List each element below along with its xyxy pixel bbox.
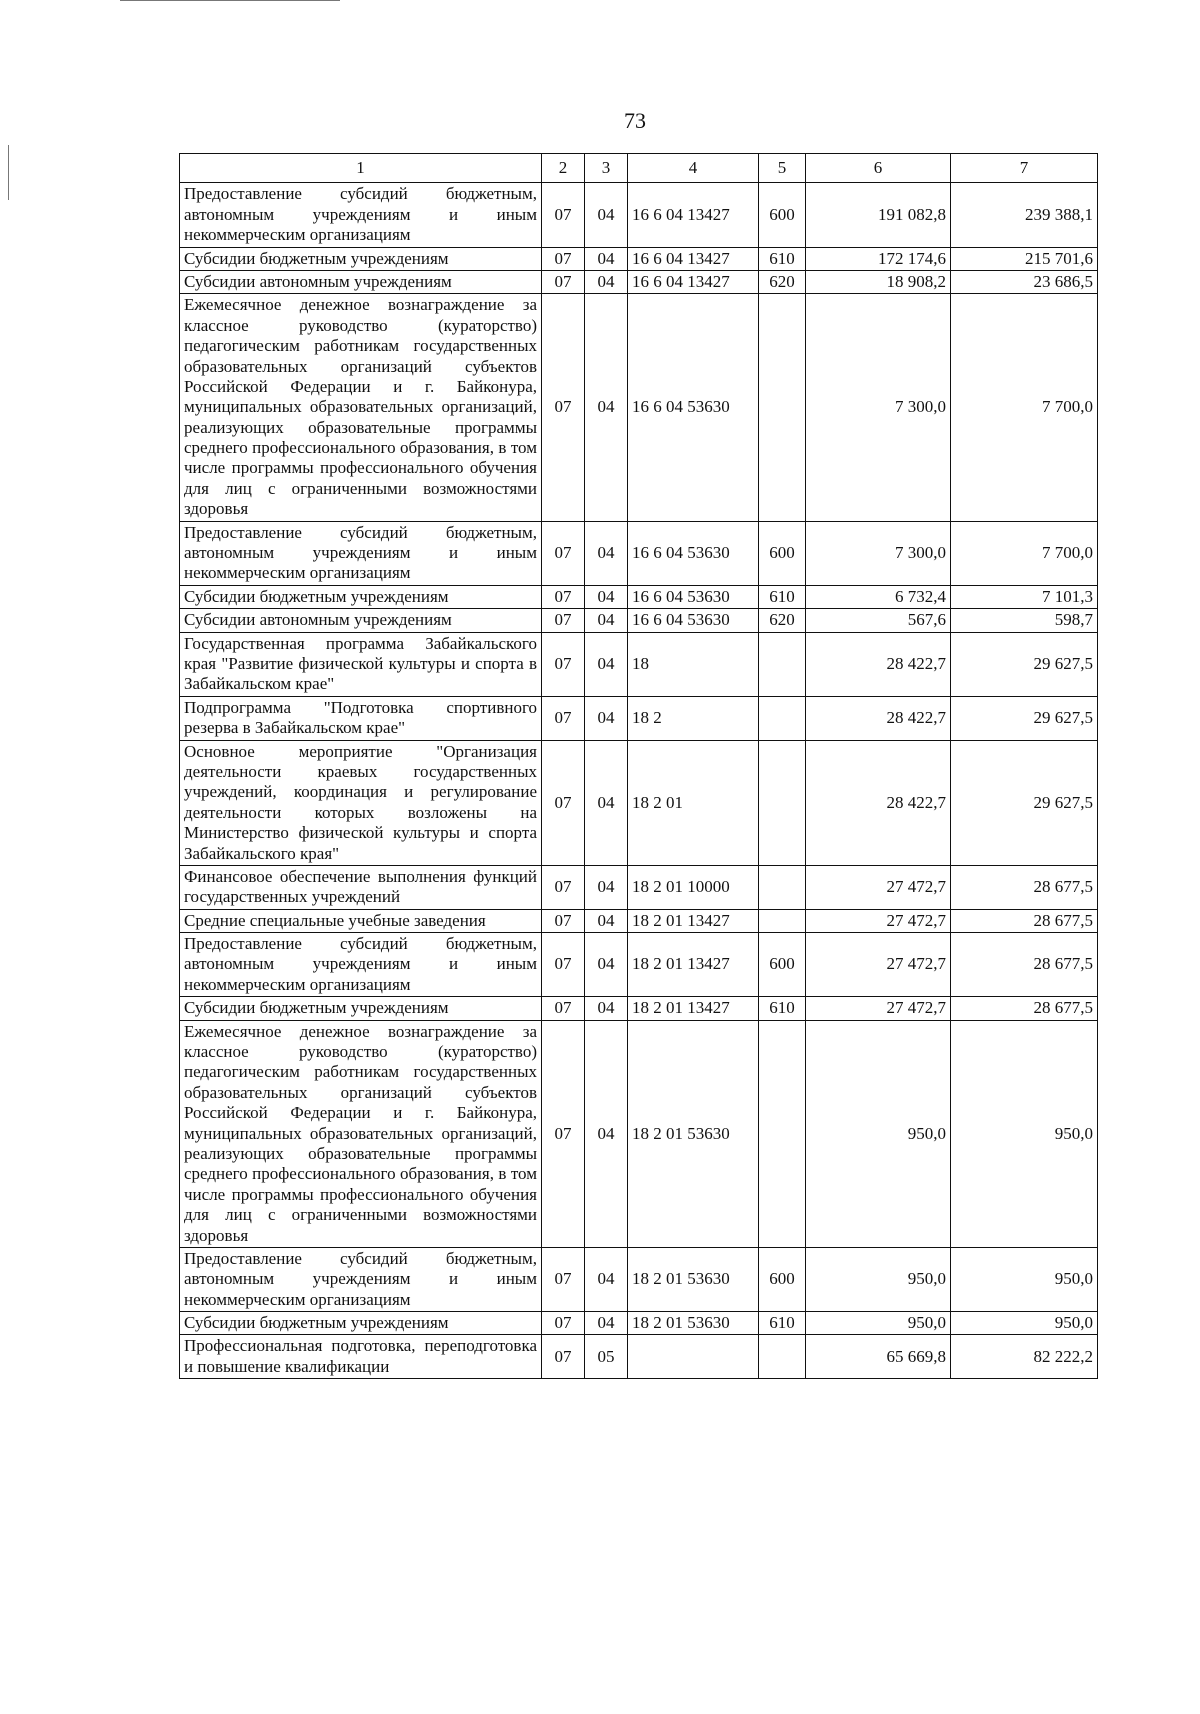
cell-expense-type: 600 bbox=[759, 1247, 806, 1311]
cell-expense-type bbox=[759, 865, 806, 909]
cell-expense-type bbox=[759, 1020, 806, 1247]
cell-name: Субсидии бюджетным учреждениям bbox=[180, 247, 542, 270]
cell-section: 07 bbox=[542, 585, 585, 608]
cell-subsection: 04 bbox=[585, 247, 628, 270]
cell-subsection: 04 bbox=[585, 521, 628, 585]
cell-amount-year1: 191 082,8 bbox=[806, 183, 951, 247]
cell-amount-year2: 28 677,5 bbox=[951, 909, 1098, 932]
table-row bbox=[180, 609, 1098, 632]
cell-amount-year1: 172 174,6 bbox=[806, 247, 951, 270]
cell-amount-year2: 28 677,5 bbox=[951, 933, 1098, 997]
cell-subsection: 04 bbox=[585, 1247, 628, 1311]
cell-subsection: 04 bbox=[585, 1020, 628, 1247]
cell-subsection: 04 bbox=[585, 585, 628, 608]
cell-section: 07 bbox=[542, 247, 585, 270]
cell-amount-year1: 27 472,7 bbox=[806, 933, 951, 997]
cell-name: Государственная программа Забайкальского края "Развитие физической культуры и спорта в Забайкальском крае" bbox=[180, 632, 542, 696]
table-row bbox=[180, 865, 1098, 909]
cell-amount-year2: 23 686,5 bbox=[951, 270, 1098, 293]
table-row bbox=[180, 247, 1098, 270]
cell-name: Подпрограмма "Подготовка спортивного резерва в Забайкальском крае" bbox=[180, 696, 542, 740]
cell-section: 07 bbox=[542, 997, 585, 1020]
cell-expense-type: 610 bbox=[759, 585, 806, 608]
cell-amount-year1: 18 908,2 bbox=[806, 270, 951, 293]
cell-name: Ежемесячное денежное вознаграждение за классное руководство (кураторство) педагогическим работникам государственных образовательных организаций субъектов Российской Федерации и г. Байконура, муниципальных образовательных организаций, реализующих образовательные программы среднего профессионального образования, в том числе программы профессионального обучения для лиц с ограниченными возможностями здоровья bbox=[180, 1020, 542, 1247]
cell-amount-year1: 28 422,7 bbox=[806, 740, 951, 865]
cell-amount-year1: 950,0 bbox=[806, 1020, 951, 1247]
cell-section: 07 bbox=[542, 1247, 585, 1311]
table-row bbox=[180, 696, 1098, 740]
cell-amount-year1: 65 669,8 bbox=[806, 1335, 951, 1379]
cell-amount-year1: 7 300,0 bbox=[806, 521, 951, 585]
cell-name: Субсидии бюджетным учреждениям bbox=[180, 997, 542, 1020]
cell-section: 07 bbox=[542, 521, 585, 585]
cell-name: Средние специальные учебные заведения bbox=[180, 909, 542, 932]
cell-amount-year2: 7 700,0 bbox=[951, 294, 1098, 521]
cell-target-code: 18 2 01 10000 bbox=[628, 865, 759, 909]
table-row bbox=[180, 909, 1098, 932]
cell-target-code: 16 6 04 13427 bbox=[628, 247, 759, 270]
cell-expense-type: 620 bbox=[759, 270, 806, 293]
table-row bbox=[180, 270, 1098, 293]
cell-section: 07 bbox=[542, 865, 585, 909]
cell-amount-year2: 29 627,5 bbox=[951, 696, 1098, 740]
cell-subsection: 05 bbox=[585, 1335, 628, 1379]
cell-expense-type bbox=[759, 1335, 806, 1379]
cell-subsection: 04 bbox=[585, 997, 628, 1020]
table-row bbox=[180, 632, 1098, 696]
table-row bbox=[180, 294, 1098, 521]
cell-section: 07 bbox=[542, 1312, 585, 1335]
cell-amount-year2: 7 700,0 bbox=[951, 521, 1098, 585]
cell-target-code: 18 2 01 53630 bbox=[628, 1020, 759, 1247]
cell-amount-year2: 29 627,5 bbox=[951, 632, 1098, 696]
header-col-3: 3 bbox=[585, 154, 628, 183]
table-row bbox=[180, 521, 1098, 585]
cell-expense-type: 610 bbox=[759, 247, 806, 270]
page-number: 73 bbox=[624, 108, 646, 133]
cell-target-code: 18 bbox=[628, 632, 759, 696]
cell-amount-year2: 82 222,2 bbox=[951, 1335, 1098, 1379]
cell-target-code bbox=[628, 1335, 759, 1379]
cell-expense-type: 620 bbox=[759, 609, 806, 632]
cell-amount-year1: 950,0 bbox=[806, 1312, 951, 1335]
cell-target-code: 16 6 04 13427 bbox=[628, 183, 759, 247]
cell-expense-type: 610 bbox=[759, 1312, 806, 1335]
cell-target-code: 18 2 bbox=[628, 696, 759, 740]
cell-section: 07 bbox=[542, 183, 585, 247]
table-row bbox=[180, 933, 1098, 997]
table-header-row bbox=[180, 154, 1098, 183]
cell-name: Предоставление субсидий бюджетным, автономным учреждениям и иным некоммерческим организациям bbox=[180, 933, 542, 997]
cell-name: Финансовое обеспечение выполнения функций государственных учреждений bbox=[180, 865, 542, 909]
cell-subsection: 04 bbox=[585, 1312, 628, 1335]
cell-subsection: 04 bbox=[585, 696, 628, 740]
cell-subsection: 04 bbox=[585, 933, 628, 997]
cell-amount-year1: 567,6 bbox=[806, 609, 951, 632]
cell-target-code: 18 2 01 bbox=[628, 740, 759, 865]
cell-section: 07 bbox=[542, 909, 585, 932]
cell-name: Субсидии бюджетным учреждениям bbox=[180, 1312, 542, 1335]
cell-section: 07 bbox=[542, 632, 585, 696]
cell-expense-type bbox=[759, 632, 806, 696]
table-row bbox=[180, 1312, 1098, 1335]
cell-expense-type bbox=[759, 294, 806, 521]
cell-subsection: 04 bbox=[585, 909, 628, 932]
budget-table bbox=[179, 153, 1098, 1379]
cell-target-code: 16 6 04 53630 bbox=[628, 294, 759, 521]
cell-amount-year1: 28 422,7 bbox=[806, 696, 951, 740]
cell-expense-type bbox=[759, 909, 806, 932]
cell-target-code: 16 6 04 53630 bbox=[628, 609, 759, 632]
cell-section: 07 bbox=[542, 294, 585, 521]
cell-name: Субсидии автономным учреждениям bbox=[180, 270, 542, 293]
table-row bbox=[180, 1247, 1098, 1311]
header-col-7: 7 bbox=[951, 154, 1098, 183]
cell-subsection: 04 bbox=[585, 294, 628, 521]
cell-subsection: 04 bbox=[585, 609, 628, 632]
table-row bbox=[180, 997, 1098, 1020]
cell-target-code: 16 6 04 13427 bbox=[628, 270, 759, 293]
cell-expense-type: 610 bbox=[759, 997, 806, 1020]
cell-name: Субсидии автономным учреждениям bbox=[180, 609, 542, 632]
cell-amount-year2: 598,7 bbox=[951, 609, 1098, 632]
cell-expense-type bbox=[759, 740, 806, 865]
table-row bbox=[180, 585, 1098, 608]
cell-amount-year1: 6 732,4 bbox=[806, 585, 951, 608]
cell-section: 07 bbox=[542, 1335, 585, 1379]
header-col-2: 2 bbox=[542, 154, 585, 183]
cell-amount-year1: 7 300,0 bbox=[806, 294, 951, 521]
cell-target-code: 18 2 01 13427 bbox=[628, 933, 759, 997]
cell-name: Предоставление субсидий бюджетным, автономным учреждениям и иным некоммерческим организациям bbox=[180, 183, 542, 247]
cell-target-code: 18 2 01 13427 bbox=[628, 909, 759, 932]
header-col-6: 6 bbox=[806, 154, 951, 183]
cell-name: Ежемесячное денежное вознаграждение за классное руководство (кураторство) педагогическим работникам государственных образовательных организаций субъектов Российской Федерации и г. Байконура, муниципальных образовательных организаций, реализующих образовательные программы среднего профессионального образования, в том числе программы профессионального обучения для лиц с ограниченными возможностями здоровья bbox=[180, 294, 542, 521]
cell-section: 07 bbox=[542, 609, 585, 632]
cell-amount-year1: 950,0 bbox=[806, 1247, 951, 1311]
table-row bbox=[180, 740, 1098, 865]
cell-name: Субсидии бюджетным учреждениям bbox=[180, 585, 542, 608]
cell-amount-year1: 28 422,7 bbox=[806, 632, 951, 696]
cell-section: 07 bbox=[542, 1020, 585, 1247]
cell-amount-year2: 7 101,3 bbox=[951, 585, 1098, 608]
cell-target-code: 18 2 01 53630 bbox=[628, 1247, 759, 1311]
cell-target-code: 16 6 04 53630 bbox=[628, 585, 759, 608]
cell-target-code: 18 2 01 13427 bbox=[628, 997, 759, 1020]
cell-amount-year2: 215 701,6 bbox=[951, 247, 1098, 270]
cell-subsection: 04 bbox=[585, 270, 628, 293]
table-row bbox=[180, 1020, 1098, 1247]
cell-expense-type bbox=[759, 696, 806, 740]
header-col-5: 5 bbox=[759, 154, 806, 183]
cell-amount-year2: 950,0 bbox=[951, 1312, 1098, 1335]
header-col-4: 4 bbox=[628, 154, 759, 183]
cell-amount-year2: 239 388,1 bbox=[951, 183, 1098, 247]
cell-amount-year1: 27 472,7 bbox=[806, 865, 951, 909]
cell-amount-year2: 29 627,5 bbox=[951, 740, 1098, 865]
cell-name: Основное мероприятие "Организация деятельности краевых государственных учреждений, координация и регулирование деятельности которых возложены на Министерство физической культуры и спорта Забайкальского края" bbox=[180, 740, 542, 865]
cell-name: Предоставление субсидий бюджетным, автономным учреждениям и иным некоммерческим организациям bbox=[180, 1247, 542, 1311]
table-row bbox=[180, 1335, 1098, 1379]
cell-amount-year2: 950,0 bbox=[951, 1020, 1098, 1247]
cell-subsection: 04 bbox=[585, 183, 628, 247]
cell-amount-year1: 27 472,7 bbox=[806, 997, 951, 1020]
cell-subsection: 04 bbox=[585, 865, 628, 909]
cell-amount-year2: 950,0 bbox=[951, 1247, 1098, 1311]
cell-expense-type: 600 bbox=[759, 521, 806, 585]
cell-target-code: 16 6 04 53630 bbox=[628, 521, 759, 585]
table-row bbox=[180, 183, 1098, 247]
cell-section: 07 bbox=[542, 696, 585, 740]
cell-expense-type: 600 bbox=[759, 183, 806, 247]
scan-artifact-line bbox=[120, 0, 340, 1]
cell-expense-type: 600 bbox=[759, 933, 806, 997]
cell-subsection: 04 bbox=[585, 632, 628, 696]
cell-subsection: 04 bbox=[585, 740, 628, 865]
cell-section: 07 bbox=[542, 270, 585, 293]
header-col-1: 1 bbox=[180, 154, 542, 183]
cell-amount-year1: 27 472,7 bbox=[806, 909, 951, 932]
cell-section: 07 bbox=[542, 740, 585, 865]
cell-name: Профессиональная подготовка, переподготовка и повышение квалификации bbox=[180, 1335, 542, 1379]
cell-target-code: 18 2 01 53630 bbox=[628, 1312, 759, 1335]
scan-artifact-mark bbox=[8, 145, 9, 200]
cell-amount-year2: 28 677,5 bbox=[951, 997, 1098, 1020]
cell-name: Предоставление субсидий бюджетным, автономным учреждениям и иным некоммерческим организациям bbox=[180, 521, 542, 585]
cell-section: 07 bbox=[542, 933, 585, 997]
cell-amount-year2: 28 677,5 bbox=[951, 865, 1098, 909]
